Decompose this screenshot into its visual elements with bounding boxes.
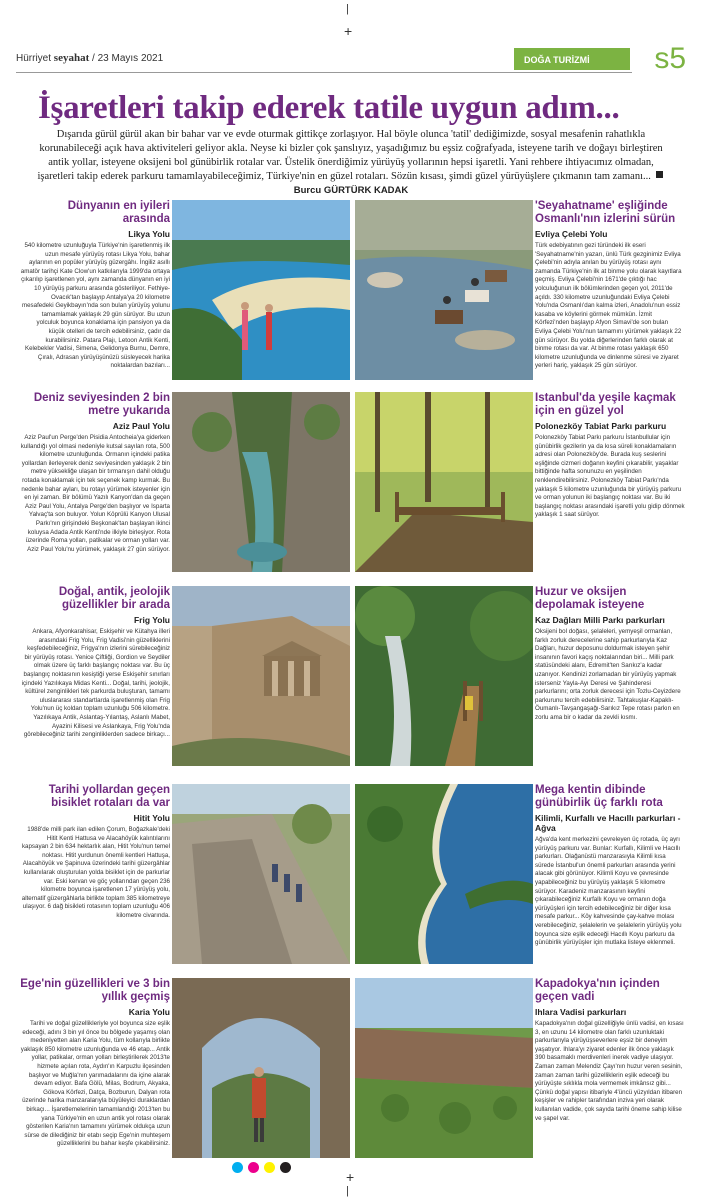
article-body: Ağva'da kent merkezini çevreleyen üç rotada, üç ayrı yürüyüş parkuru var. Bunlar: Kurfallı, Kilimli ve Hacıllı parkurları. Olağanüstü manzarasıyla Kilimli kısa sürede İstanbul'un önemli parkurları arasında yerini alacak gibi görünüyor. Kilimli Koyu ve çevresinde yapabileceğiniz bu yürüyüş yaklaşık 5 kilometre sürüyor. Karadeniz manzarasının keyfini çıkarabileceğiniz Kurfallı Koyu ve ormanın doğa yürüyüşleri için tercih edebileceğiniz bir diğer kısa mesafe parkur... Köy kahvesinde çay-kahve molası verebileceğiniz, şelalelerin ve şelalelerin yürüyüş yolu boyunca size eşlik edeceği Hacıllı Koyu parkuru da günübirlik yürüyüşler için mutlaka listeye eklenmeli. (535, 836, 682, 947)
article-body: Aziz Paul'un Perge'den Pisidia Antocheia'ya giderken kullandığı yol olmasi nedeniyle kutsal sayılan rota, 500 kilometre uzunluğunda. Ormanın içindeki patika yollardan ilerleyerek deniz seviyesinden yaklaşık 2 bin metre yüksekliğe ulaşan bir tırmanışın dahil olduğu rotada konaklamak için tek seçenek kamp kurmak. Bu nedenle bahar ayları, bu rotayı yürümek isteyenler için en iyi zaman. Bir bölümü Yazılı Kanyon'dan da geçen Aziz Paul Yolu, Antalya Perge'den başlıyor ve Isparta Yalvaç'ta son buluyor. Yolun Köprülü Kanyon Ulusal Parkı'nın girişindeki Beşkonak'tan başlayan ikinci koluysa Adada Antik Kenti'nde ilkiyle birleşiyor. Rota üzerinde Roma yolları, patikalar ve orman yolları var. Aziz Paul Yolu'nu yürümek, yaklaşık 27 gün sürüyor. (20, 434, 170, 553)
photo-waterfall-wooden-bridge (355, 586, 533, 766)
article-text (20, 392, 170, 572)
magenta-dot-icon (248, 1162, 259, 1173)
masthead-brand (16, 52, 163, 64)
article-text (20, 978, 170, 1158)
article-subtitle: Likya Yolu (128, 229, 170, 239)
article-text (535, 784, 685, 964)
black-dot-icon (280, 1162, 291, 1173)
article-body: 540 kilometre uzunluğuyla Türkiye'nin işaretlenmiş ilk uzun mesafe yürüyüş rotası Likya Yolu, bahar aylarının en popüler yürüyüş güzergâhı. İngiliz asıllı amatör tarihçi Kate Clow'un katkılarıyla 1999'da ortaya çıkarılıp işaretlenen yol, aynı zamanda dünyanın en iyi 10 yürüyüş parkuru arasında gösteriliyor. Fethiye-Ovacık'tan başlayıp Antalya'ya 20 kilometre mesafedeki Geyikbayırı'nda son bulan yürüyüş yolunu tamamlamak yaklaşık 29 gün sürüyor. Bu uzun yolculuk boyunca konaklama için pansiyon ya da küçük otelleri de tercih edebilirsiniz, çadır da kurabilirsiniz. Patara Plajı, Letoon Antik Kenti, Kelebekler Vadisi, Simena, Gelidonya Burnu, Demre, Çıralı, Adrasan yürüyüşünüzü süsleyecek harika noktalardan bazıları... (20, 242, 170, 370)
photo-canyon-waterfall (172, 392, 350, 572)
crosshair-icon-top: + (344, 23, 353, 39)
article-title: Huzur ve oksijen depolamak isteyene (535, 586, 645, 611)
article-card-ihlara (355, 978, 685, 1160)
article-card-frig (20, 586, 350, 768)
article-card-aziz-paul (20, 392, 350, 574)
article-text (535, 200, 685, 380)
brand-section-name: seyahat (53, 52, 90, 64)
photo-forest-bridge (355, 392, 533, 572)
article-body: Kapadokya'nın doğal güzelliğiyle ünlü vadisi, en kısası 3, en uzunu 14 kilometre olan farklı uzunluktaki parkurlarıyla yürüyüşseverlere eşsiz bir deneyim yaşatıyor. Ihlara'yı ziyaret edenler ilk önce yaklaşık 390 basamaklı merdivenleri inerek vadiye ulaşıyor. Zaman zaman Melendiz Çayı'nın huzur veren sesinin, zaman zaman tarihi güzelliklerin eşlik edeceği bu yürüyüşte sıklıkla mola vermemek imkânsız gibi... Çünkü doğal yapısı itibariyle 4'üncü yüzyıldan itibaren keşişler ve rahipler tarafından inziva yeri olarak kullanılan vadide, çok sayıda tarihi öneme sahip kilise ve şapel var. (535, 1020, 684, 1122)
article-card-karia (20, 978, 350, 1160)
article-title: 'Seyahatname' eşliğinde Osmanlı'nın izlerini sürün (535, 200, 676, 225)
article-card-agva (355, 784, 685, 966)
photo-beach-lagoon-hikers (172, 200, 350, 380)
article-body: Türk edebiyatının gezi türündeki ilk eseri 'Seyahatname'nin yazarı, ünlü Türk gezginimiz Evliya Çelebi'nin adıyla anılan bu yürüyüş rotası aynı zamanda Türkiye'nin ilk at binme yolu olarak kayıtlara geçmiş. Evliya Çelebi'nin 1671'de çıktığı hac yolculuğunun ilk bölümlerinden geçen yol, 2011'de açıldı. 330 kilometre uzunluğundaki Evliya Çelebi Yolu'nda Osmanlı'dan kalma izleri, Anadolu'nun essiz kasaba ve köylerini görmek mümkün. İzmit Körfezi'nden başlayıp Afyon Simavi'de son bulan Evliya Çelebi Yolu'nun tamamını yürümek yaklaşık 22 gün sürüyor. Bu yolda diğerlerinden farklı olarak at binme rotası da var. At binme rotası yaklaşık 650 kilometre uzunluğunda ve dinlenme süresi ve ziyaret yerleri hariç, yaklaşık 25 gün sürüyor. (535, 242, 682, 370)
section-label: DOĞA TURİZMİ (514, 48, 630, 70)
intro-text: Dışarıda gürül gürül akan bir bahar var ve evde oturmak gittikçe zorlaşıyor. Hal böyle olunca 'tatil' dediğimizde, sosyal mesafenin rahatlıkla korunabileceği açık hava aktiviteleri geliyor akla. Neyse ki bizler çok şanslıyız, yaşadığımız bu eşsiz coğrafyada, isteyene tarih ve doğayı birleştiren antik yollar, isteyene oksijeni bol günübirlik rotalar var. Üstelik önerdiğimiz yürüyüş yollarının hepsi işaretli. Yani rehbere ihtiyacımız olmadan, işaretleri takip ederek parkuru tamamlayabileceğimiz, Türkiye'nin en güzel rotaları. Sözün kısası, şimdi güzel yürüyüşlere çıkmanın tam zamanı... (37, 129, 663, 182)
photo-stone-road-cyclists (172, 784, 350, 964)
article-subtitle: Ihlara Vadisi parkurları (535, 1007, 627, 1017)
article-subtitle: Kaz Dağları Milli Parkı parkurları (535, 615, 665, 625)
yellow-dot-icon (264, 1162, 275, 1173)
article-card-evliya-celebi (355, 200, 685, 382)
article-body: Ankara, Afyonkarahisar, Eskişehir ve Kütahya illeri arasındaki Frig Yolu, Frig Vadisi'nin güzelliklerini keşfedebileceğiniz, Frigya'nın izlerini sürebileceğiniz bir yürüyüş rotası. Yenice Çiftliği, Gordion ve Seydiler olmak üzere üç farklı başlangıç noktası var. Bu üç başlangıç noktasının kesiştiği yerse Eskişehir sınırları içindeki Yazılıkaya Midas Kenti... Doğal, tarihi, jeolojik, kültürel zenginlikleri tek parkurda buluşturan, tamamı uluslararası standartlarda işaretlenmiş olan Frig Yolu'nun üç koldan toplam uzunluğu 506 kilometre. Yazılıkaya Antik, Aslantaş-Yılantaş, Aslanlı Mabet, Ayazini Kilisesi ve Aslankaya, Frig Yolu'nda görebileceğiniz tarihi zenginliklerden sadece birkaçı... (21, 628, 170, 739)
article-title: Doğal, antik, jeolojik güzellikler bir arada (58, 586, 170, 611)
article-subtitle: Polonezköy Tabiat Parkı parkuru (535, 421, 667, 431)
photo-valley-cliffs (355, 978, 533, 1158)
article-body: Polonezköy Tabiat Parkı parkuru İstanbullular için günübirlik gezilerin ya da kısa süreli konaklamaların adresi olan Polonezköy'de. Burada kuş seslerini eşliğinde cizmeri doğanın keyfini çıkarabilir, yaşaklar bittiğinde hafta sonunuzu en yeşilinden renklendirebilirsiniz. Polonezköy Tabiat Parkı'nda yaklaşık 5 kilometre uzunluğunda bir yürüyüş parkuru ve orman yolunun iki başlangıç noktası var. Bu iki başlangıç noktası arasındaki işaretli yolu gidip dönmek yaklaşık 1 saat sürüyor. (535, 434, 685, 519)
article-subtitle: Frig Yolu (133, 615, 170, 625)
article-title: Deniz seviyesinden 2 bin metre yukarıda (33, 392, 170, 417)
article-text (535, 586, 685, 766)
article-title: Tarihi yollardan geçen bisiklet rotaları da var (48, 784, 170, 809)
article-card-hitit (20, 784, 350, 966)
article-title: Dünyanın en iyileri arasında (67, 200, 170, 225)
page-number: s5 (654, 42, 686, 75)
article-card-polonezkoy (355, 392, 685, 574)
article-subtitle: Aziz Paul Yolu (112, 421, 170, 431)
photo-rock-tomb-monument (172, 586, 350, 766)
brand-name: Hürriyet (16, 53, 52, 64)
page-headline: İşaretleri takip ederek tatile uygun adım... (38, 90, 620, 126)
byline: Burcu GÜRTÜRK KADAK (293, 185, 409, 196)
article-title: Ege'nin güzellikleri ve 3 bin yıllık geçmiş (20, 978, 170, 1003)
article-subtitle: Hitit Yolu (133, 813, 170, 823)
registration-mark-top: | (346, 3, 349, 15)
cyan-dot-icon (232, 1162, 243, 1173)
article-subtitle: Evliya Çelebi Yolu (535, 229, 608, 239)
article-text (535, 392, 685, 572)
masthead (16, 42, 686, 76)
article-text (20, 586, 170, 766)
photo-horse-riders-river (355, 200, 533, 380)
square-bullet-icon (656, 171, 663, 178)
registration-mark-bottom: | (346, 1185, 349, 1197)
article-text (20, 784, 170, 964)
photo-coastline-aerial (355, 784, 533, 964)
article-body: Oksijeni bol doğası, şelaleleri, yemyeşil ormanları, farklı zorluk derecelerine sahip parkurlarıyla Kaz Dağları, huzur deposunu doldurmak isteyen şehir insanının favori kaçış noktalarından biri... Milli park statüsündeki alanı, Edremit'ten Sarıkız'a kadar uzanıyor. Kendinizi zorlamadan bir yürüyüş yapmak isterseniz Yayla-Ayı Deresi ve Şahinderesi parkurlarını; orta zorluk derecesi için Tozlu-Ceyizdere parkurunu tercih edebilirsiniz. Tahtakuşlar-Kapaklı-Öumanlı-Tavşangaşağı-Sarıkız Tepe rotası parkın en zorlu ama bir o kadar da zevkli kısmı. (535, 628, 681, 721)
article-text (535, 978, 685, 1158)
article-body: Tarihi ve doğal güzellikleriyle yol boyunca size eşlik edeceği, adını 3 bin yıl önce bu bölgede yaşamış olan medeniyetten alan Karia Yolu, tüm kollarıyla birlikte yaklaşık 850 kilometre uzunluğunda ve 46 etap... Antik yollar, patikalar, orman yolları birleştirilerek 2013'te hizmete açılan rota, Aydın'ın Karpuzlu ilçesinden başlıyor ve Muğla'nın yarımadalarını da içine alarak devam ediyor. Bafa Gölü, Milas, Bodrum, Akyaka, Gökova Körfezi, Datça, Bozburun, Dalyan rota üzerinde harika manzaralarıyla büyüleyici duraklardan birkaçı... İşaretlemelerinin tamamlandığı 2013'ten bu yana Türkiye'nin en uzun antik yol rotası olarak gösterilen Karia'nın tamamını yürümek oldukça uzun sürse de dilediğiniz bir etabı seçip Ege'nin muhteşem güzelliklerini bu bahar keşfe çıkabilirsiniz. (20, 1020, 170, 1148)
article-title: Mega kentin dibinde günübirlik üç farklı rota (535, 784, 663, 809)
intro-paragraph (30, 128, 672, 198)
crosshair-icon-bottom: + (346, 1169, 355, 1185)
article-card-kaz-daglari (355, 586, 685, 768)
article-body: 1988'de milli park ilan edilen Çorum, Boğazkale'deki Hitit Kenti Hattusa ve Alacahöyük kalıntılarını kapsayan 2 bin 634 hektarlık alan, Hitit Yolu'nun temel noktası. Hitit yurdunun önemli kentleri Hattuşa, Alacahöyük ve Şapinuva üzerindeki tarihi güzergâhlar kullanılarak oluşturulan yolda bisiklet için de parkurlar var. Eski kervan ve göç yollarından geçen 236 kilometre boyunca işaretlenen 17 yürüyüş yolu, alternatif güzergâhlarla birlikte toplam 385 kilometreye ulaşıyor. 6 dağ bisikleti rotasının toplam uzunluğu 406 kilometre civarında. (21, 826, 170, 919)
masthead-divider (16, 72, 632, 73)
article-title: İstanbul'da yeşile kaçmak için en güzel yol (535, 392, 676, 417)
article-title: Kapadokya'nın içinden geçen vadi (535, 978, 660, 1003)
article-text (20, 200, 170, 380)
article-subtitle: Karia Yolu (128, 1007, 170, 1017)
article-subtitle: Kilimli, Kurfallı ve Hacıllı parkurları - Ağva (535, 813, 681, 833)
photo-cave-arch-hiker (172, 978, 350, 1158)
issue-date: / 23 Mayıs 2021 (92, 53, 164, 64)
article-card-likya (20, 200, 350, 382)
